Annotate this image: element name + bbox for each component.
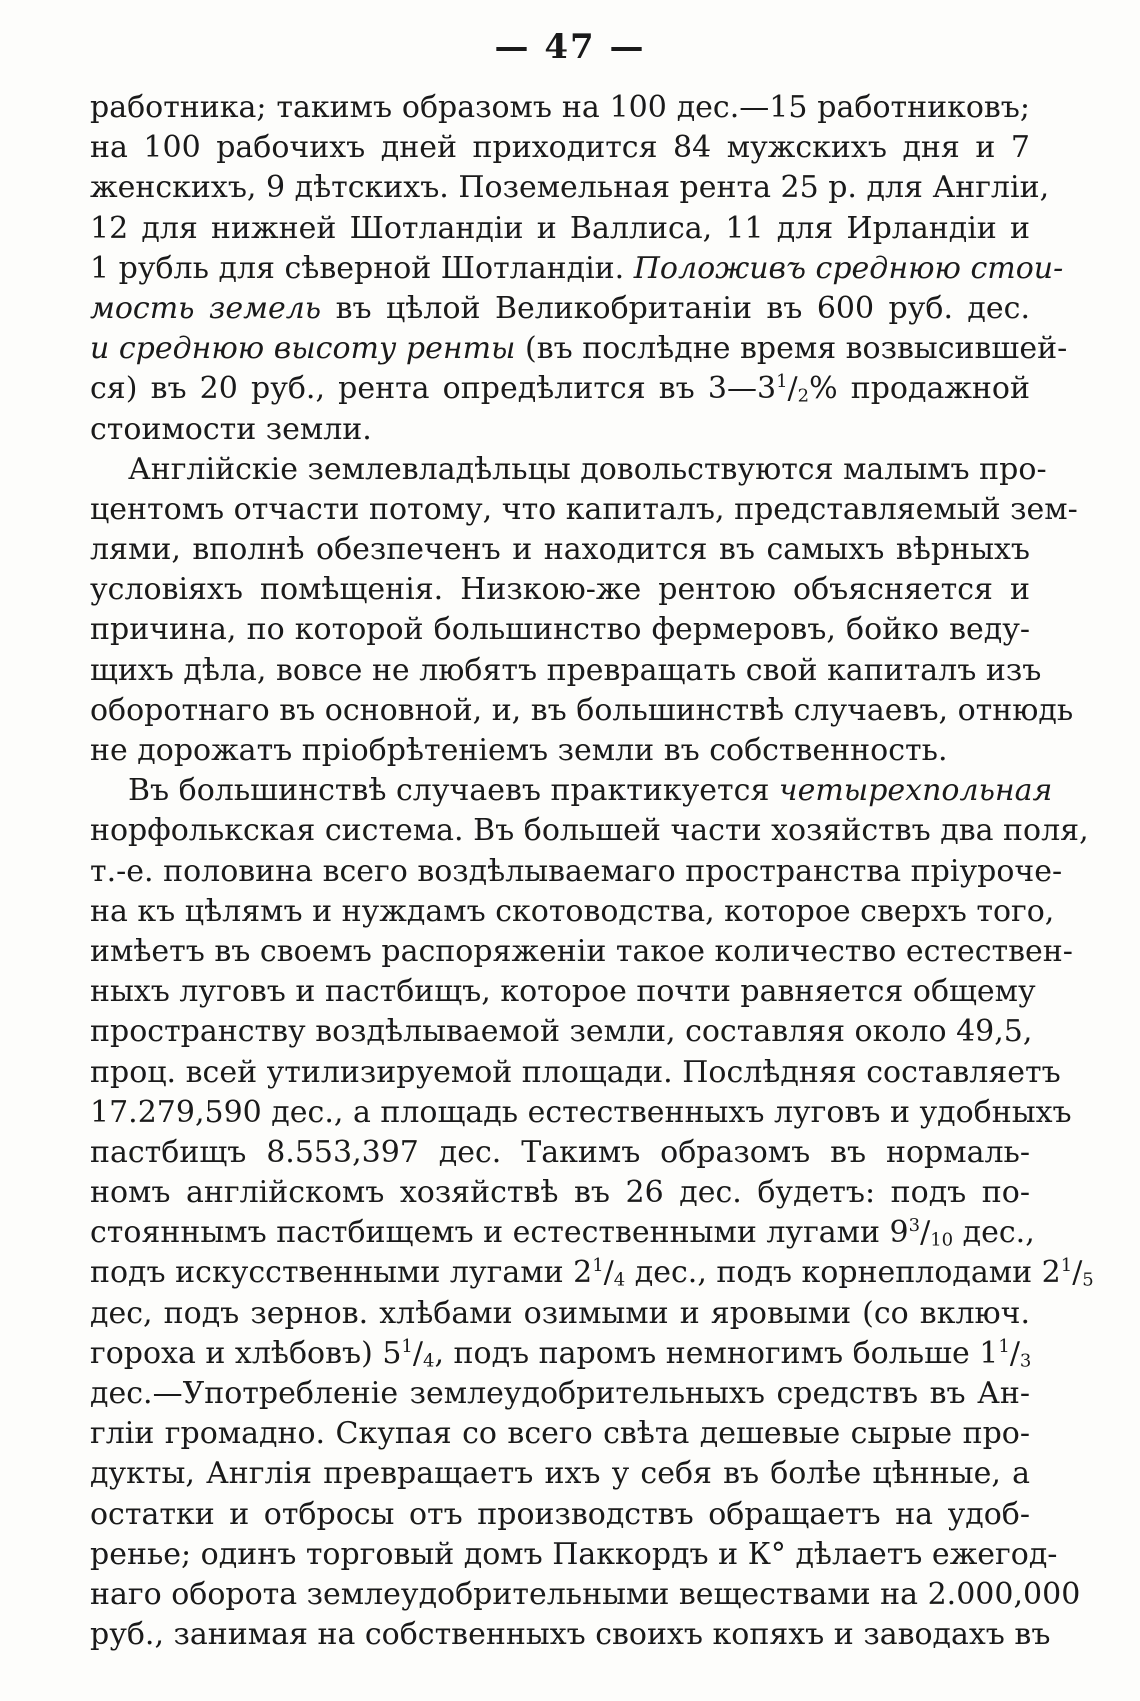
text-run: стояннымъ пастбищемъ и естественными лугами 9: [90, 1215, 909, 1251]
body-text: [90, 88, 1094, 1655]
text-line: подъ искусственными лугами $2^1/_4$ дес., подъ корнеплодами $2^1/_5$: [90, 1255, 1094, 1292]
text-run: , подъ паромъ немногимъ больше 1: [434, 1335, 999, 1371]
fraction-numerator: 3: [908, 1215, 921, 1237]
text-run: (въ послѣдне время возвысившей-: [515, 331, 1068, 367]
italic-run: Положивъ среднюю стои-: [633, 250, 1064, 286]
text-line: Англійскіе землевладѣльцы довольствуются малымъ про-: [128, 451, 1047, 487]
text-line: на къ цѣлямъ и нуждамъ скотоводства, которое сверхъ того,: [90, 893, 1055, 929]
text-line: центомъ отчасти потому, что капиталъ, представляемый зем-: [90, 491, 1078, 527]
text-line: стояннымъ пастбищемъ и естественными лугами $9^3/_{10}$ дес.,: [90, 1215, 1035, 1251]
text-run: въ цѣлой Великобританіи въ 600 руб. дес.: [321, 290, 1030, 326]
text-line: имѣетъ въ своемъ распоряженіи такое количество естествен-: [90, 933, 1073, 969]
text-run: Въ большинствѣ случаевъ практикуется: [128, 773, 779, 809]
text-line: условіяхъ помѣщенія. Низкою-же рентою объясняется и: [90, 572, 1030, 608]
text-line: щихъ дѣла, вовсе не любятъ превращать свой капиталъ изъ: [90, 652, 1042, 688]
text-line: гліи громадно. Скупая со всего свѣта дешевые сырые про-: [90, 1416, 1030, 1452]
text-line: не дорожатъ пріобрѣтеніемъ земли въ собственность.: [90, 733, 948, 768]
text-line: 17.279,590 дес., а площадь естественныхъ луговъ и удобныхъ: [90, 1094, 1072, 1130]
fraction-denominator: 3: [1019, 1350, 1032, 1372]
fraction-denominator: 4: [613, 1270, 626, 1292]
fraction-denominator: 2: [797, 385, 810, 407]
italic-run: и среднюю высоту ренты: [90, 331, 516, 367]
text-line: на 100 рабочихъ дней приходится 84 мужскихъ дня и 7: [90, 130, 1030, 166]
paragraph-2: [90, 450, 1078, 772]
text-line: женскихъ, 9 дѣтскихъ. Поземельная рента 25 р. для Англіи,: [90, 170, 1050, 206]
text-line: проц. всей утилизируемой площади. Послѣдняя составляетъ: [90, 1054, 1061, 1090]
paragraph-1: [90, 88, 1068, 450]
fraction-denominator: 10: [930, 1229, 954, 1251]
text-line: лями, вполнѣ обезпеченъ и находится въ самыхъ вѣрныхъ: [90, 532, 1030, 568]
fraction-denominator: 5: [1082, 1270, 1094, 1292]
text-line: [90, 771, 1053, 811]
fraction-denominator: 4: [422, 1350, 435, 1372]
text-line: руб., занимая на собственныхъ своихъ копяхъ и заводахъ въ: [90, 1617, 1051, 1653]
paragraph-3: [90, 771, 1094, 1655]
text-line: пастбищъ 8.553,397 дес. Такимъ образомъ въ нормаль-: [90, 1134, 1030, 1170]
text-line: гороха и хлѣбовъ) $5^1/_4$, подъ паромъ немногимъ больше $1^1/_3$: [90, 1335, 1032, 1372]
fraction-numerator: 1: [1060, 1255, 1073, 1277]
text-run: ся) въ 20 руб., рента опредѣлится въ 3—3: [90, 371, 777, 407]
text-line: наго оборота землеудобрительными веществами на 2.000,000: [90, 1576, 1081, 1612]
text-line: номъ англійскомъ хозяйствѣ въ 26 дес. будетъ: подъ по-: [90, 1175, 1030, 1211]
text-line: причина, по которой большинство фермеровъ, бойко веду-: [90, 612, 1030, 648]
text-run: дес.,: [953, 1215, 1035, 1251]
text-line: 12 для нижней Шотландіи и Валлиса, 11 для Ирландіи и: [90, 210, 1030, 246]
text-line: норфолькская система. Въ большей части хозяйствъ два поля,: [90, 813, 1089, 849]
text-line: [90, 289, 1030, 329]
text-line: [90, 329, 1068, 369]
text-run: подъ искусственными лугами 2: [90, 1255, 593, 1291]
text-line: стоимости земли.: [90, 411, 372, 447]
text-run: дес., подъ корнеплодами 2: [625, 1255, 1061, 1291]
text-line: ренье; одинъ торговый домъ Паккордъ и К° дѣлаетъ ежегод-: [90, 1536, 1058, 1572]
fraction-numerator: 1: [776, 371, 788, 393]
text-line: оборотнаго въ основной, и, въ большинствѣ случаевъ, отнюдь: [90, 692, 1074, 728]
text-line: [90, 249, 1064, 289]
fraction-numerator: 1: [998, 1336, 1010, 1358]
text-line: дес, подъ зернов. хлѣбами озимыми и яровыми (со включ.: [90, 1295, 1030, 1331]
italic-run: мость земель: [90, 290, 322, 326]
text-run: гороха и хлѣбовъ) 5: [90, 1335, 402, 1371]
fraction-numerator: 1: [592, 1255, 604, 1277]
text-line: ныхъ луговъ и пастбищъ, которое почти равняется общему: [90, 974, 1036, 1010]
text-line: остатки и отбросы отъ производствъ обращаетъ на удоб-: [90, 1496, 1030, 1532]
text-run: 1 рубль для сѣверной Шотландіи.: [90, 250, 634, 286]
text-run: % продажной: [809, 371, 1030, 407]
text-line: работника; такимъ образомъ на 100 дес.—15 работниковъ;: [90, 90, 1030, 125]
text-line: дукты, Англія превращаетъ ихъ у себя въ болѣе цѣнные, а: [90, 1456, 1030, 1492]
text-line: ся) въ 20 руб., рента опредѣлится въ $3—3^1/_2\%$ продажной: [90, 371, 1030, 407]
text-line: дес.—Употребленіе землеудобрительныхъ средствъ въ Ан-: [90, 1376, 1030, 1411]
italic-run: четырехпольная: [778, 773, 1053, 809]
text-line: т.-е. половина всего воздѣлываемаго пространства пріуроче-: [90, 853, 1063, 889]
text-line: пространству воздѣлываемой земли, составляя около 49,5,: [90, 1014, 1033, 1050]
fraction-numerator: 1: [401, 1336, 413, 1358]
page-number: — 47 —: [494, 27, 646, 67]
